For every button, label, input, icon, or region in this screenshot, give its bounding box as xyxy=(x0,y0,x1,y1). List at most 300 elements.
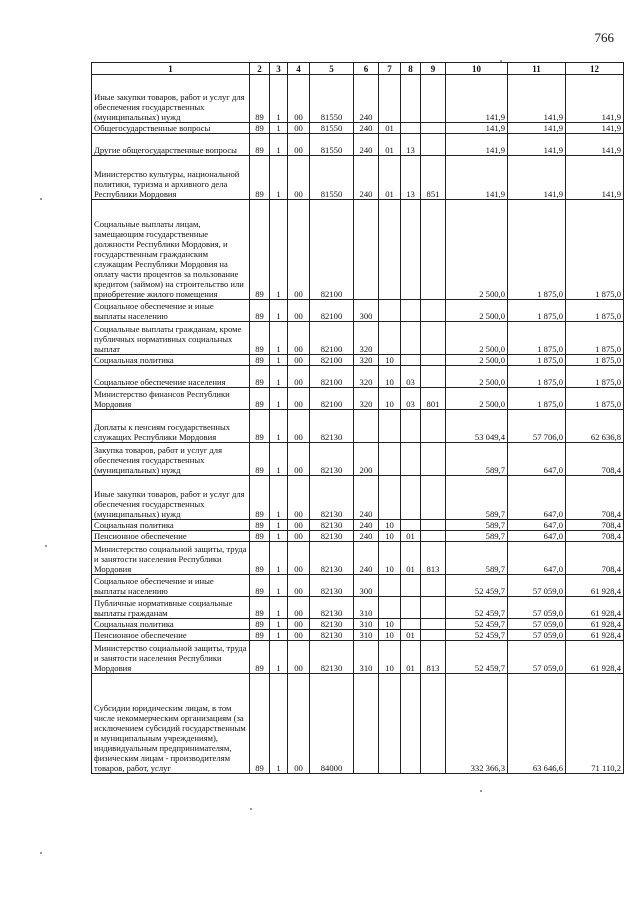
table-cell: 1 xyxy=(270,520,288,531)
table-cell: 52 459,7 xyxy=(446,619,508,630)
table-cell: 1 xyxy=(270,641,288,674)
table-cell: 52 459,7 xyxy=(446,641,508,674)
table-cell: 57 059,0 xyxy=(508,641,566,674)
column-header: 4 xyxy=(288,63,310,75)
table-row xyxy=(92,134,624,156)
table-cell: 82130 xyxy=(310,575,354,597)
table-cell: 00 xyxy=(288,575,310,597)
table-cell xyxy=(401,575,421,597)
table-cell: 10 xyxy=(379,520,401,531)
table-cell: 1 875,0 xyxy=(566,200,624,300)
table-cell: 2 500,0 xyxy=(446,388,508,410)
row-name-cell: Министерство социальной защиты, труда и занятости населения Республики Мордовия xyxy=(92,542,250,575)
table-cell xyxy=(421,123,446,134)
table-cell: 2 500,0 xyxy=(446,366,508,388)
table-cell: 84000 xyxy=(310,674,354,774)
table-cell: 82100 xyxy=(310,388,354,410)
table-cell: 708,4 xyxy=(566,443,624,476)
table-cell: 81550 xyxy=(310,123,354,134)
table-cell: 141,9 xyxy=(566,75,624,123)
table-cell xyxy=(401,410,421,443)
row-name-cell: Пенсионное обеспечение xyxy=(92,630,250,641)
row-name-cell: Министерство социальной защиты, труда и занятости населения Республики Мордовия xyxy=(92,641,250,674)
scan-speck xyxy=(250,808,252,810)
table-cell: 10 xyxy=(379,619,401,630)
column-header: 3 xyxy=(270,63,288,75)
table-cell: 141,9 xyxy=(508,123,566,134)
table-cell xyxy=(421,200,446,300)
column-header: 11 xyxy=(508,63,566,75)
column-header: 5 xyxy=(310,63,354,75)
table-cell: 82130 xyxy=(310,619,354,630)
table-cell: 03 xyxy=(401,388,421,410)
table-row xyxy=(92,476,624,520)
table-cell: 320 xyxy=(354,366,379,388)
table-cell: 89 xyxy=(250,300,270,322)
table-cell: 82130 xyxy=(310,443,354,476)
table-cell xyxy=(421,619,446,630)
table-cell xyxy=(421,476,446,520)
table-cell: 00 xyxy=(288,531,310,542)
table-cell: 1 xyxy=(270,542,288,575)
table-cell: 62 636,8 xyxy=(566,410,624,443)
column-header: 1 xyxy=(92,63,250,75)
table-row xyxy=(92,641,624,674)
scan-speck xyxy=(480,790,482,792)
table-cell xyxy=(401,520,421,531)
table-cell: 1 875,0 xyxy=(566,388,624,410)
table-cell: 1 875,0 xyxy=(566,355,624,366)
table-cell xyxy=(379,300,401,322)
table-cell: 82100 xyxy=(310,322,354,355)
table-cell: 1 875,0 xyxy=(566,322,624,355)
table-row xyxy=(92,123,624,134)
table-cell: 240 xyxy=(354,531,379,542)
table-cell: 89 xyxy=(250,619,270,630)
table-cell: 01 xyxy=(379,156,401,200)
table-cell: 1 xyxy=(270,674,288,774)
table-cell: 00 xyxy=(288,200,310,300)
table-cell: 00 xyxy=(288,123,310,134)
table-cell: 310 xyxy=(354,619,379,630)
table-cell: 61 928,4 xyxy=(566,641,624,674)
table-cell: 240 xyxy=(354,75,379,123)
table-cell: 81550 xyxy=(310,134,354,156)
table-cell: 82130 xyxy=(310,542,354,575)
row-name-cell: Социальная политика xyxy=(92,355,250,366)
table-cell: 1 xyxy=(270,355,288,366)
table-cell: 1 xyxy=(270,410,288,443)
table-cell xyxy=(354,674,379,774)
table-cell xyxy=(421,674,446,774)
table-cell: 82130 xyxy=(310,641,354,674)
table-cell: 13 xyxy=(401,134,421,156)
row-name-cell: Закупка товаров, работ и услуг для обеспечения государственных (муниципальных) нужд xyxy=(92,443,250,476)
table-cell: 00 xyxy=(288,156,310,200)
table-row xyxy=(92,410,624,443)
table-cell: 851 xyxy=(421,156,446,200)
table-cell: 141,9 xyxy=(508,156,566,200)
table-cell xyxy=(379,476,401,520)
table-cell: 708,4 xyxy=(566,520,624,531)
table-cell xyxy=(421,300,446,322)
table-cell: 310 xyxy=(354,597,379,619)
table-cell xyxy=(379,200,401,300)
table-cell: 61 928,4 xyxy=(566,597,624,619)
table-cell: 141,9 xyxy=(446,134,508,156)
row-name-cell: Общегосударственные вопросы xyxy=(92,123,250,134)
table-cell xyxy=(379,674,401,774)
table-cell xyxy=(421,355,446,366)
table-cell: 82130 xyxy=(310,531,354,542)
table-cell: 1 xyxy=(270,388,288,410)
table-cell: 141,9 xyxy=(446,123,508,134)
table-cell: 589,7 xyxy=(446,476,508,520)
table-cell: 320 xyxy=(354,322,379,355)
table-cell xyxy=(421,443,446,476)
page-number: 766 xyxy=(594,30,614,45)
table-cell: 89 xyxy=(250,542,270,575)
table-cell: 61 928,4 xyxy=(566,575,624,597)
table-cell xyxy=(401,322,421,355)
table-cell: 89 xyxy=(250,443,270,476)
table-cell: 240 xyxy=(354,542,379,575)
table-cell: 1 xyxy=(270,366,288,388)
table-cell: 82100 xyxy=(310,300,354,322)
table-row xyxy=(92,542,624,575)
table-cell: 300 xyxy=(354,300,379,322)
table-cell: 1 xyxy=(270,575,288,597)
table-cell: 320 xyxy=(354,355,379,366)
table-cell: 89 xyxy=(250,134,270,156)
table-cell: 89 xyxy=(250,531,270,542)
table-cell: 10 xyxy=(379,366,401,388)
table-cell: 200 xyxy=(354,443,379,476)
table-cell xyxy=(421,630,446,641)
table-cell: 647,0 xyxy=(508,443,566,476)
table-cell: 310 xyxy=(354,641,379,674)
table-cell xyxy=(421,75,446,123)
table-cell: 00 xyxy=(288,630,310,641)
table-cell xyxy=(354,200,379,300)
row-name-cell: Социальная политика xyxy=(92,520,250,531)
table-cell: 1 xyxy=(270,619,288,630)
table-cell xyxy=(421,410,446,443)
row-name-cell: Социальные выплаты лицам, замещающим государственные должности Республики Мордовия, и государственным гражданским служащим Республики Мордовия на оплату части процентов за пользование кредитом (займом) на строительство или приобретение жилого помещения xyxy=(92,200,250,300)
header-row xyxy=(92,63,624,75)
table-cell: 240 xyxy=(354,156,379,200)
table-cell: 01 xyxy=(401,641,421,674)
table-cell: 89 xyxy=(250,75,270,123)
table-row xyxy=(92,619,624,630)
table-cell: 03 xyxy=(401,366,421,388)
table-cell: 89 xyxy=(250,322,270,355)
table-cell: 647,0 xyxy=(508,531,566,542)
table-cell: 00 xyxy=(288,388,310,410)
table-cell xyxy=(401,476,421,520)
table-row xyxy=(92,597,624,619)
table-cell: 82130 xyxy=(310,476,354,520)
column-header: 6 xyxy=(354,63,379,75)
table-cell xyxy=(379,410,401,443)
table-cell: 2 500,0 xyxy=(446,355,508,366)
table-cell: 82100 xyxy=(310,355,354,366)
table-cell: 89 xyxy=(250,410,270,443)
table-cell: 00 xyxy=(288,366,310,388)
table-cell: 708,4 xyxy=(566,542,624,575)
table-cell: 00 xyxy=(288,476,310,520)
table-cell: 1 xyxy=(270,597,288,619)
table-cell: 01 xyxy=(401,630,421,641)
row-name-cell: Субсидии юридическим лицам, в том числе некоммерческим организациям (за исключением субсидий государственным и муниципальным учреждениям), индивидуальным предпринимателям, физическим лицам - производителям товаров, работ, услуг xyxy=(92,674,250,774)
table-cell: 89 xyxy=(250,123,270,134)
table-cell xyxy=(421,366,446,388)
table-cell: 141,9 xyxy=(566,123,624,134)
row-name-cell: Иные закупки товаров, работ и услуг для обеспечения государственных (муниципальных) нужд xyxy=(92,75,250,123)
table-cell: 1 875,0 xyxy=(508,300,566,322)
column-header: 10 xyxy=(446,63,508,75)
table-cell: 1 xyxy=(270,75,288,123)
table-cell: 320 xyxy=(354,388,379,410)
table-cell: 00 xyxy=(288,355,310,366)
table-cell: 00 xyxy=(288,322,310,355)
table-cell: 1 xyxy=(270,443,288,476)
table-cell: 61 928,4 xyxy=(566,619,624,630)
table-cell: 13 xyxy=(401,156,421,200)
table-cell: 647,0 xyxy=(508,476,566,520)
table-row xyxy=(92,75,624,123)
table-cell: 1 xyxy=(270,630,288,641)
table-cell: 708,4 xyxy=(566,531,624,542)
table-cell: 52 459,7 xyxy=(446,630,508,641)
table-row xyxy=(92,531,624,542)
table-cell: 1 875,0 xyxy=(508,355,566,366)
table-cell: 01 xyxy=(379,134,401,156)
table-row xyxy=(92,575,624,597)
table-cell xyxy=(379,75,401,123)
table-cell xyxy=(421,520,446,531)
table-cell: 89 xyxy=(250,200,270,300)
table-cell xyxy=(379,322,401,355)
budget-table xyxy=(91,62,624,774)
table-cell: 1 875,0 xyxy=(566,300,624,322)
table-cell: 00 xyxy=(288,75,310,123)
table-cell: 89 xyxy=(250,156,270,200)
table-cell: 708,4 xyxy=(566,476,624,520)
table-cell: 00 xyxy=(288,619,310,630)
table-cell: 2 500,0 xyxy=(446,322,508,355)
table-cell: 00 xyxy=(288,134,310,156)
table-cell: 10 xyxy=(379,531,401,542)
row-name-cell: Иные закупки товаров, работ и услуг для обеспечения государственных (муниципальных) нужд xyxy=(92,476,250,520)
row-name-cell: Социальное обеспечение и иные выплаты населению xyxy=(92,300,250,322)
table-cell xyxy=(401,674,421,774)
table-cell xyxy=(421,134,446,156)
row-name-cell: Публичные нормативные социальные выплаты гражданам xyxy=(92,597,250,619)
table-row xyxy=(92,520,624,531)
table-cell: 589,7 xyxy=(446,542,508,575)
row-name-cell: Социальное обеспечение населения xyxy=(92,366,250,388)
table-cell: 10 xyxy=(379,641,401,674)
scan-speck xyxy=(40,198,42,200)
table-row xyxy=(92,200,624,300)
table-cell: 10 xyxy=(379,630,401,641)
table-cell: 89 xyxy=(250,575,270,597)
table-cell: 71 110,2 xyxy=(566,674,624,774)
column-header: 2 xyxy=(250,63,270,75)
table-cell: 240 xyxy=(354,134,379,156)
table-cell xyxy=(421,575,446,597)
table-cell xyxy=(354,410,379,443)
table-cell xyxy=(421,322,446,355)
table-cell: 1 xyxy=(270,531,288,542)
table-cell: 01 xyxy=(379,123,401,134)
table-cell xyxy=(401,75,421,123)
table-cell xyxy=(421,597,446,619)
table-cell: 81550 xyxy=(310,75,354,123)
scan-speck xyxy=(500,60,502,62)
table-cell: 82100 xyxy=(310,366,354,388)
table-cell xyxy=(421,531,446,542)
table-cell: 1 xyxy=(270,156,288,200)
column-header: 7 xyxy=(379,63,401,75)
column-header: 8 xyxy=(401,63,421,75)
table-cell: 647,0 xyxy=(508,542,566,575)
table-cell: 240 xyxy=(354,123,379,134)
table-cell: 00 xyxy=(288,410,310,443)
table-cell: 57 059,0 xyxy=(508,630,566,641)
table-cell: 1 xyxy=(270,123,288,134)
table-cell: 57 059,0 xyxy=(508,597,566,619)
table-cell xyxy=(401,355,421,366)
scan-speck xyxy=(45,545,47,547)
table-cell: 141,9 xyxy=(566,156,624,200)
table-row xyxy=(92,322,624,355)
table-cell xyxy=(379,443,401,476)
table-cell: 81550 xyxy=(310,156,354,200)
table-cell: 813 xyxy=(421,542,446,575)
table-cell: 141,9 xyxy=(446,75,508,123)
table-cell: 00 xyxy=(288,641,310,674)
table-cell: 2 500,0 xyxy=(446,200,508,300)
table-cell xyxy=(401,443,421,476)
table-cell: 89 xyxy=(250,597,270,619)
row-name-cell: Социальная политика xyxy=(92,619,250,630)
table-cell: 141,9 xyxy=(508,134,566,156)
table-cell: 300 xyxy=(354,575,379,597)
table-cell: 82130 xyxy=(310,630,354,641)
table-cell: 1 875,0 xyxy=(508,388,566,410)
table-cell: 1 875,0 xyxy=(566,366,624,388)
table-cell: 82100 xyxy=(310,200,354,300)
table-cell xyxy=(401,200,421,300)
table-cell xyxy=(401,300,421,322)
table-row xyxy=(92,355,624,366)
table-cell: 61 928,4 xyxy=(566,630,624,641)
table-cell xyxy=(379,597,401,619)
table-cell: 1 875,0 xyxy=(508,200,566,300)
table-cell: 141,9 xyxy=(446,156,508,200)
row-name-cell: Пенсионное обеспечение xyxy=(92,531,250,542)
table-cell: 89 xyxy=(250,388,270,410)
table-cell: 52 459,7 xyxy=(446,575,508,597)
table-cell: 1 875,0 xyxy=(508,366,566,388)
table-cell: 57 706,0 xyxy=(508,410,566,443)
table-cell: 89 xyxy=(250,630,270,641)
table-cell: 89 xyxy=(250,355,270,366)
table-cell: 2 500,0 xyxy=(446,300,508,322)
table-cell: 00 xyxy=(288,597,310,619)
table-cell: 57 059,0 xyxy=(508,619,566,630)
table-row xyxy=(92,300,624,322)
row-name-cell: Социальные выплаты гражданам, кроме публичных нормативных социальных выплат xyxy=(92,322,250,355)
table-cell: 1 xyxy=(270,476,288,520)
table-cell: 141,9 xyxy=(566,134,624,156)
table-cell: 53 049,4 xyxy=(446,410,508,443)
table-cell xyxy=(401,619,421,630)
row-name-cell: Другие общегосударственные вопросы xyxy=(92,134,250,156)
table-cell: 589,7 xyxy=(446,520,508,531)
table-cell: 1 xyxy=(270,134,288,156)
table-cell: 82130 xyxy=(310,597,354,619)
table-cell: 589,7 xyxy=(446,531,508,542)
table-cell: 801 xyxy=(421,388,446,410)
row-name-cell: Доплаты к пенсиям государственных служащих Республики Мордовия xyxy=(92,410,250,443)
table-cell: 310 xyxy=(354,630,379,641)
table-cell xyxy=(379,575,401,597)
table-cell: 01 xyxy=(401,531,421,542)
scan-speck xyxy=(40,852,42,854)
table-row xyxy=(92,443,624,476)
table-cell: 813 xyxy=(421,641,446,674)
table-cell: 82130 xyxy=(310,520,354,531)
table-cell: 00 xyxy=(288,300,310,322)
table-cell: 00 xyxy=(288,674,310,774)
table-row xyxy=(92,366,624,388)
table-cell: 1 xyxy=(270,200,288,300)
row-name-cell: Министерство финансов Республики Мордовия xyxy=(92,388,250,410)
table-cell: 141,9 xyxy=(508,75,566,123)
row-name-cell: Социальное обеспечение и иные выплаты населению xyxy=(92,575,250,597)
table-cell: 00 xyxy=(288,542,310,575)
table-cell: 89 xyxy=(250,674,270,774)
table-cell: 1 875,0 xyxy=(508,322,566,355)
table-cell: 00 xyxy=(288,520,310,531)
table-cell: 52 459,7 xyxy=(446,597,508,619)
table-cell: 647,0 xyxy=(508,520,566,531)
table-cell: 240 xyxy=(354,476,379,520)
column-header: 9 xyxy=(421,63,446,75)
table-cell: 240 xyxy=(354,520,379,531)
table-cell: 1 xyxy=(270,322,288,355)
table-row xyxy=(92,156,624,200)
table-cell: 332 366,3 xyxy=(446,674,508,774)
table-cell: 89 xyxy=(250,476,270,520)
table-row xyxy=(92,388,624,410)
table-cell: 57 059,0 xyxy=(508,575,566,597)
table-cell: 10 xyxy=(379,355,401,366)
table-cell xyxy=(401,597,421,619)
table-row xyxy=(92,630,624,641)
table-cell: 89 xyxy=(250,641,270,674)
table-cell: 82130 xyxy=(310,410,354,443)
table-row xyxy=(92,674,624,774)
table-cell xyxy=(401,123,421,134)
row-name-cell: Министерство культуры, национальной политики, туризма и архивного дела Республики Мордовия xyxy=(92,156,250,200)
table-cell: 01 xyxy=(401,542,421,575)
table-cell: 89 xyxy=(250,520,270,531)
table-cell: 10 xyxy=(379,388,401,410)
